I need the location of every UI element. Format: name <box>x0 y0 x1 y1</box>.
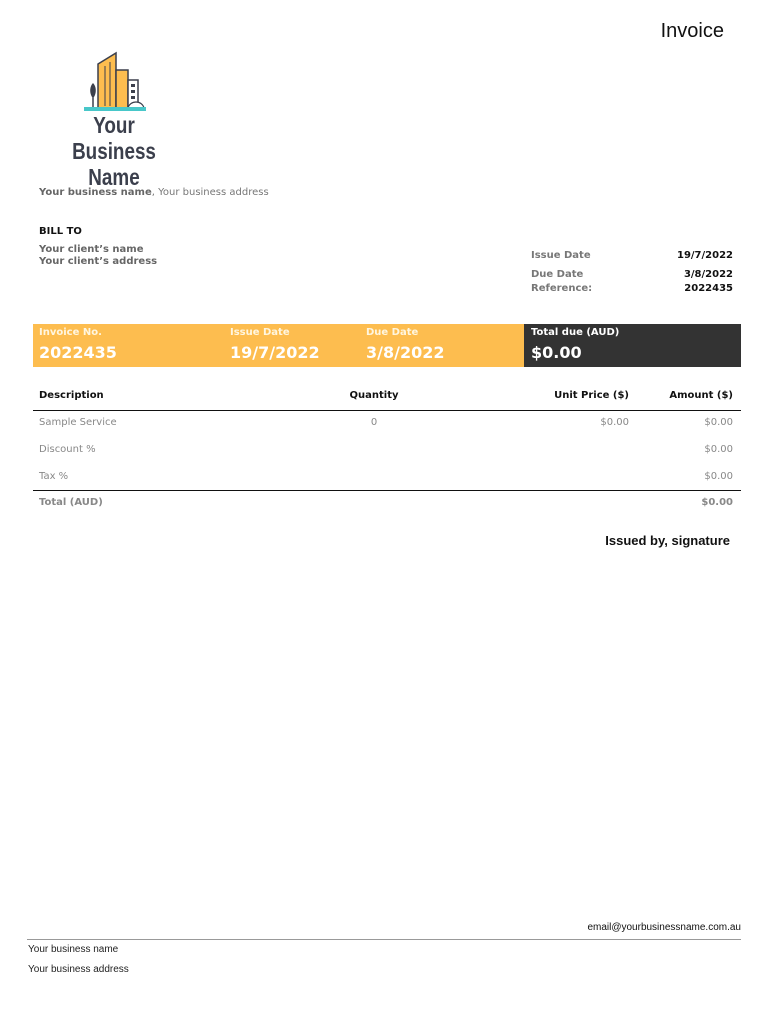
logo-line-1: Your Business <box>72 112 156 164</box>
signature-label: Issued by, signature <box>605 533 730 548</box>
summary-issue-date: 19/7/2022 <box>230 343 320 362</box>
client-address: Your client’s address <box>39 256 158 267</box>
summary-issue-date-label: Issue Date <box>230 327 290 338</box>
issue-date-label: Issue Date <box>531 250 591 261</box>
column-header-amount: Amount ($) <box>669 390 733 401</box>
row-3-description: Tax % <box>39 471 69 482</box>
business-logo <box>44 50 184 190</box>
buildings-logo-icon <box>84 50 146 112</box>
row-1-amount: $0.00 <box>704 417 733 428</box>
client-name: Your client’s name <box>39 244 144 255</box>
business-address: Your business address <box>158 187 269 198</box>
business-line <box>39 187 269 198</box>
table-total-rule <box>33 490 741 491</box>
column-header-quantity: Quantity <box>349 390 399 401</box>
row-2-amount: $0.00 <box>704 444 733 455</box>
total-label: Total (AUD) <box>39 497 103 508</box>
business-name: Your business name <box>39 187 152 198</box>
summary-due-date-label: Due Date <box>366 327 419 338</box>
row-1-unit-price: $0.00 <box>600 417 629 428</box>
row-3-amount: $0.00 <box>704 471 733 482</box>
business-separator: , <box>151 187 159 198</box>
footer-business-name: Your business name <box>28 944 119 955</box>
footer-rule <box>27 939 741 940</box>
summary-invoice-no-label: Invoice No. <box>39 327 102 338</box>
row-1-description: Sample Service <box>39 417 117 428</box>
due-date-value: 3/8/2022 <box>683 269 733 280</box>
summary-due-date: 3/8/2022 <box>366 343 445 362</box>
column-header-description: Description <box>39 390 104 401</box>
summary-total-due: $0.00 <box>531 343 582 362</box>
due-date-label: Due Date <box>531 269 584 280</box>
footer-email: email@yourbusinessname.com.au <box>587 922 741 933</box>
logo-line-2: Name <box>88 164 140 190</box>
summary-invoice-no: 2022435 <box>39 343 117 362</box>
total-amount: $0.00 <box>701 497 733 508</box>
row-1-quantity: 0 <box>370 417 378 428</box>
summary-total-due-label: Total due (AUD) <box>531 327 620 338</box>
table-header-rule <box>33 410 741 411</box>
document-title: Invoice <box>660 20 724 42</box>
reference-value: 2022435 <box>684 283 733 294</box>
bill-to-heading: BILL TO <box>39 226 82 237</box>
issue-date-value: 19/7/2022 <box>676 250 733 261</box>
logo-wordmark <box>57 112 172 190</box>
reference-label: Reference: <box>531 283 593 294</box>
row-2-description: Discount % <box>39 444 96 455</box>
footer-business-address: Your business address <box>28 964 129 975</box>
column-header-unit-price: Unit Price ($) <box>554 390 629 401</box>
